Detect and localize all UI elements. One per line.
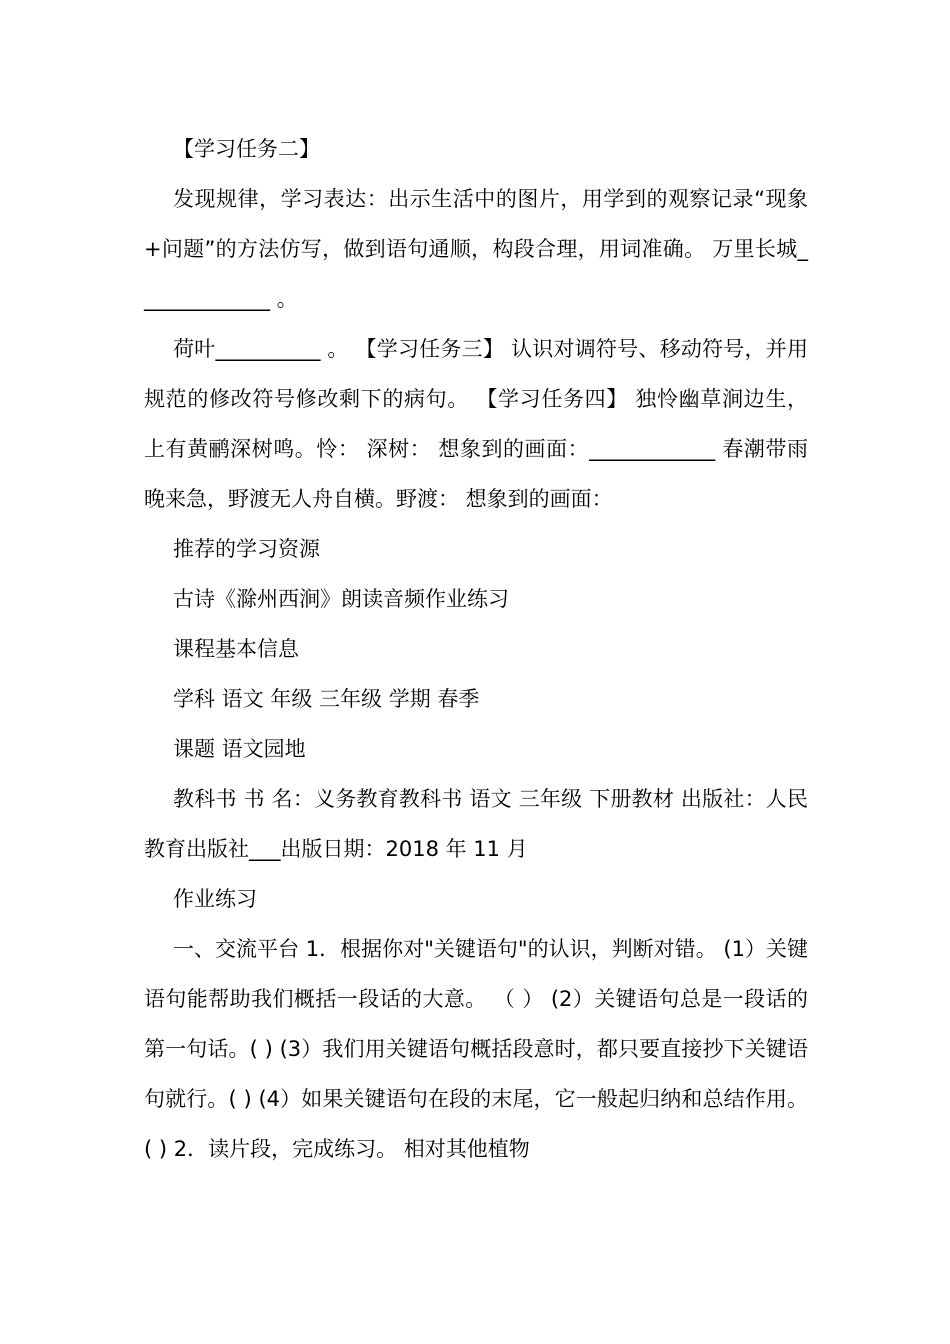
task-three-four-paragraph: 荷叶__________ 。 【学习任务三】 认识对调符号、移动符号，并用规范的修改符号修改剩下的病句。 【学习任务四】 独怜幽草涧边生，上有黄鹂深树鸣。怜： 深树： 想象到的画面：____________ 春潮带雨晚来急，野渡无人舟自横。野渡： 想象到的画面：: [144, 337, 808, 511]
document-body: [144, 124, 808, 1174]
course-topic-line: 课题 语文园地: [173, 737, 306, 761]
resources-heading: 推荐的学习资源: [173, 537, 320, 561]
textbook-info-line: 教科书 书 名：义务教育教科书 语文 三年级 下册教材 出版社：人民教育出版社___出版日期：2018 年 11 月: [144, 787, 808, 861]
task-two-heading: 【学习任务二】: [173, 137, 320, 161]
course-info-heading: 课程基本信息: [173, 637, 299, 661]
course-subject-line: 学科 语文 年级 三年级 学期 春季: [173, 687, 480, 711]
task-two-paragraph: 发现规律，学习表达：出示生活中的图片，用学到的观察记录“现象+问题”的方法仿写，做到语句通顺，构段合理，用词准确。 万里长城_____________ 。: [144, 187, 808, 311]
exercise-one-paragraph: 一、交流平台 1．根据你对"关键语句"的认识，判断对错。 (1）关键语句能帮助我们概括一段话的大意。 （ ） (2）关键语句总是一段话的第一句话。( ) (3）我们用关键语句概括段意时，都只要直接抄下关键语句就行。( ) (4）如果关键语句在段的末尾，它一般起归纳和总结作用。( ) 2．读片段，完成练习。 相对其他植物: [144, 937, 808, 1161]
resources-item: 古诗《滁州西涧》朗读音频作业练习: [173, 587, 509, 611]
homework-heading: 作业练习: [173, 887, 257, 911]
